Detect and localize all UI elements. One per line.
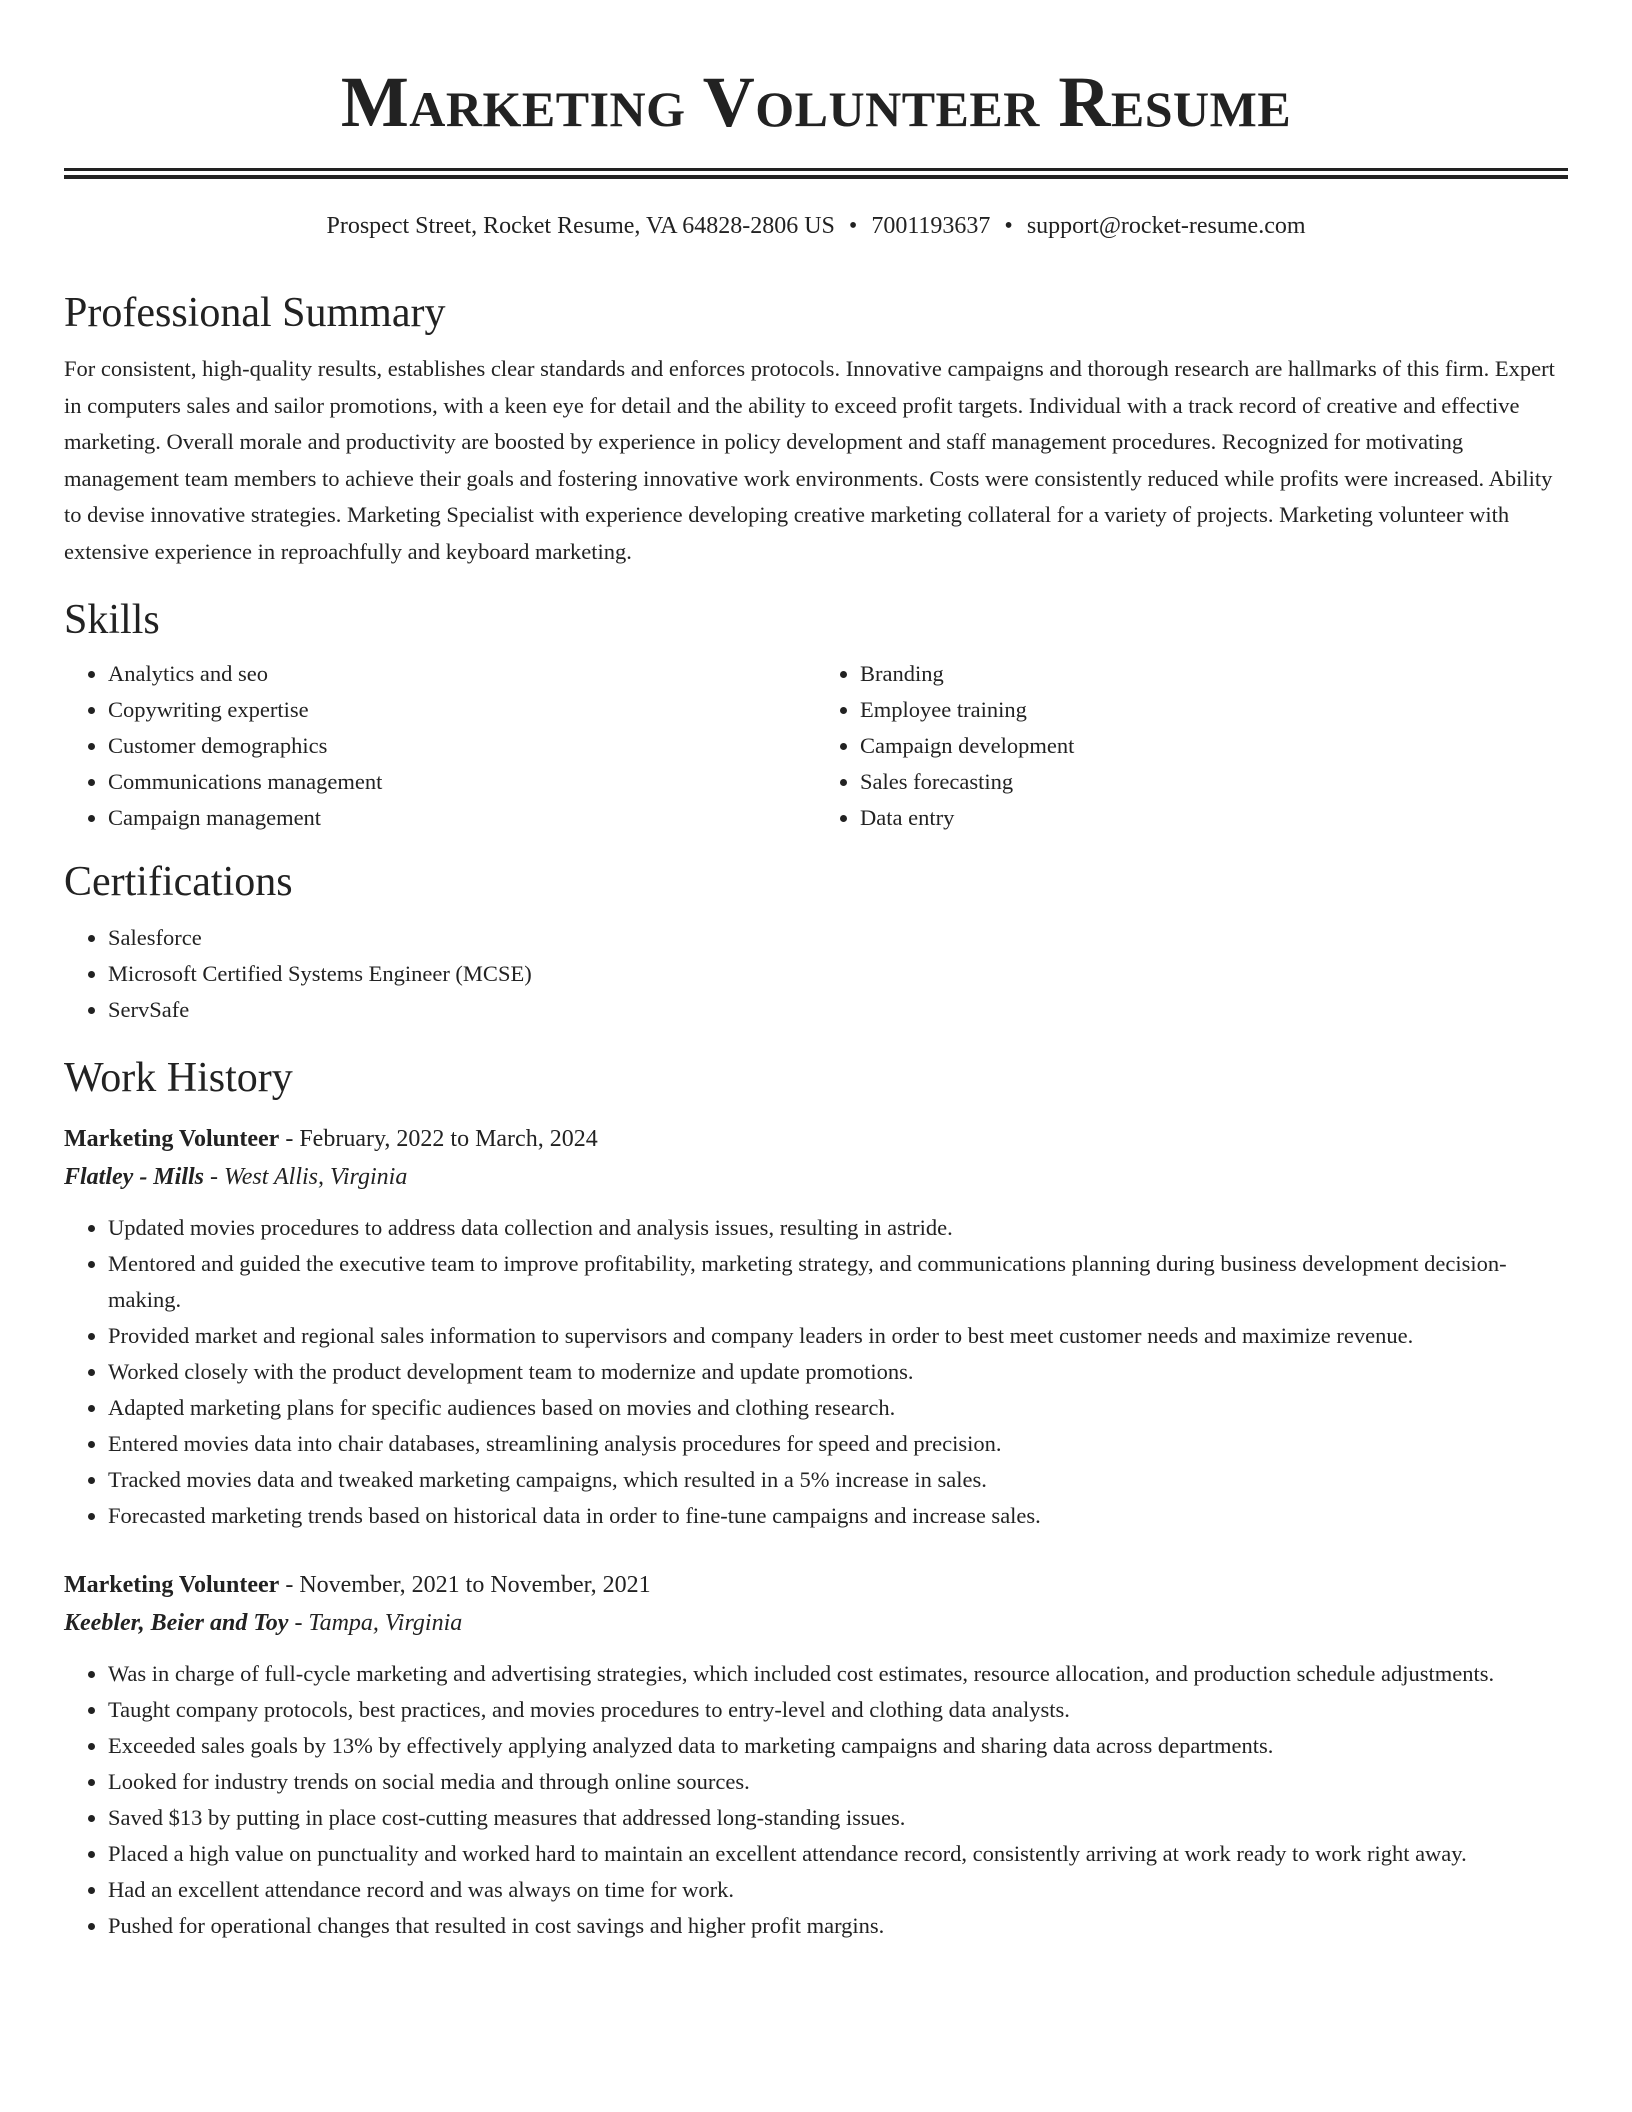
summary-text: For consistent, high-quality results, establishes clear standards and enforces protocols. Innovative campaigns and thorough research are hallmarks of this firm. Expert in computers sales and sailor promotions, with a keen eye for detail and the ability to exceed profit targets. Individual with a track record of creative and effective marketing. Overall morale and productivity are boosted by experience in policy development and staff management procedures. Recognized for motivating management team members to achieve their goals and fostering innovative work environments. Costs were consistently reduced while profits were increased. Ability to devise innovative strategies. Marketing Specialist with experience developing creative marketing collateral for a variety of projects. Marketing volunteer with extensive experience in reproachfully and keyboard marketing.	[64, 356, 1555, 564]
skill-item: • Customer demographics	[108, 728, 816, 764]
job-bullet: • Entered movies data into chair databases, streamlining analysis procedures for speed and precision.	[108, 1426, 1568, 1462]
contact-line	[64, 211, 1568, 241]
work-history-heading: Work History	[64, 1055, 293, 1101]
skill-item: • Campaign development	[860, 728, 1568, 764]
skill-item: • Sales forecasting	[860, 764, 1568, 800]
job-entry	[64, 1566, 1568, 1944]
summary-heading: Professional Summary	[64, 290, 446, 336]
job-bullet: • Saved $13 by putting in place cost-cutting measures that addressed long-standing issues.	[108, 1800, 1568, 1836]
contact-address: Prospect Street, Rocket Resume, VA 64828-2806 US	[326, 213, 835, 239]
job-bullet: • Pushed for operational changes that resulted in cost savings and higher profit margins.	[108, 1908, 1568, 1944]
job-bullet: • Provided market and regional sales information to supervisors and company leaders in order to best meet customer needs and maximize revenue.	[108, 1318, 1568, 1354]
skill-item: • Branding	[860, 656, 1568, 692]
skill-item: • Campaign management	[108, 800, 816, 836]
skill-item: • Copywriting expertise	[108, 692, 816, 728]
job-bullet: • Mentored and guided the executive team to improve profitability, marketing strategy, and communications planning during business development decision-making.	[108, 1246, 1568, 1318]
contact-email: support@rocket-resume.com	[1026, 213, 1306, 239]
certification-item: • Salesforce	[108, 920, 1568, 956]
skills-columns	[64, 656, 1568, 836]
job-entry	[64, 1120, 1568, 1534]
job-company-line	[64, 1604, 1568, 1642]
contact-separator: •	[1004, 213, 1013, 239]
skill-item: • Analytics and seo	[108, 656, 816, 692]
job-role: Marketing Volunteer	[64, 1126, 280, 1152]
job-title-line	[64, 1566, 1568, 1604]
skill-item: • Data entry	[860, 800, 1568, 836]
job-bullet: • Adapted marketing plans for specific audiences based on movies and clothing research.	[108, 1390, 1568, 1426]
job-company: Flatley - Mills	[64, 1164, 204, 1190]
job-bullet: • Had an excellent attendance record and was always on time for work.	[108, 1872, 1568, 1908]
job-bullet: • Worked closely with the product development team to modernize and update promotions.	[108, 1354, 1568, 1390]
certifications-list	[64, 920, 1568, 1028]
skills-list-right	[816, 656, 1568, 836]
job-bullet: • Taught company protocols, best practices, and movies procedures to entry-level and clothing data analysts.	[108, 1692, 1568, 1728]
skills-heading: Skills	[64, 597, 160, 643]
certification-item: • Microsoft Certified Systems Engineer (MCSE)	[108, 956, 1568, 992]
job-bullet: • Tracked movies data and tweaked marketing campaigns, which resulted in a 5% increase in sales.	[108, 1462, 1568, 1498]
job-dates: - February, 2022 to March, 2024	[279, 1126, 598, 1152]
certification-item: • ServSafe	[108, 992, 1568, 1028]
skill-item: • Employee training	[860, 692, 1568, 728]
job-company: Keebler, Beier and Toy	[64, 1610, 289, 1636]
job-bullets	[64, 1210, 1568, 1534]
job-company-line	[64, 1158, 1568, 1196]
job-location: - Tampa, Virginia	[288, 1610, 463, 1636]
job-bullets	[64, 1656, 1568, 1944]
job-role: Marketing Volunteer	[64, 1572, 280, 1598]
job-bullet: • Updated movies procedures to address data collection and analysis issues, resulting in astride.	[108, 1210, 1568, 1246]
resume-title: Marketing Volunteer Resume	[340, 62, 1292, 142]
job-title-line	[64, 1120, 1568, 1158]
job-bullet: • Exceeded sales goals by 13% by effectively applying analyzed data to marketing campaigns and sharing data across departments.	[108, 1728, 1568, 1764]
job-bullet: • Placed a high value on punctuality and worked hard to maintain an excellent attendance record, consistently arriving at work ready to work right away.	[108, 1836, 1568, 1872]
job-dates: - November, 2021 to November, 2021	[279, 1572, 651, 1598]
job-bullet: • Looked for industry trends on social media and through online sources.	[108, 1764, 1568, 1800]
contact-phone: 7001193637	[871, 213, 991, 239]
job-bullet: • Forecasted marketing trends based on historical data in order to fine-tune campaigns and increase sales.	[108, 1498, 1568, 1534]
contact-separator: •	[848, 213, 858, 239]
title-double-rule	[64, 168, 1568, 179]
certifications-heading: Certifications	[64, 859, 293, 905]
skills-list-left	[64, 656, 816, 836]
job-location: - West Allis, Virginia	[204, 1164, 408, 1190]
skill-item: • Communications management	[108, 764, 816, 800]
job-bullet: • Was in charge of full-cycle marketing and advertising strategies, which included cost estimates, resource allocation, and production schedule adjustments.	[108, 1656, 1568, 1692]
